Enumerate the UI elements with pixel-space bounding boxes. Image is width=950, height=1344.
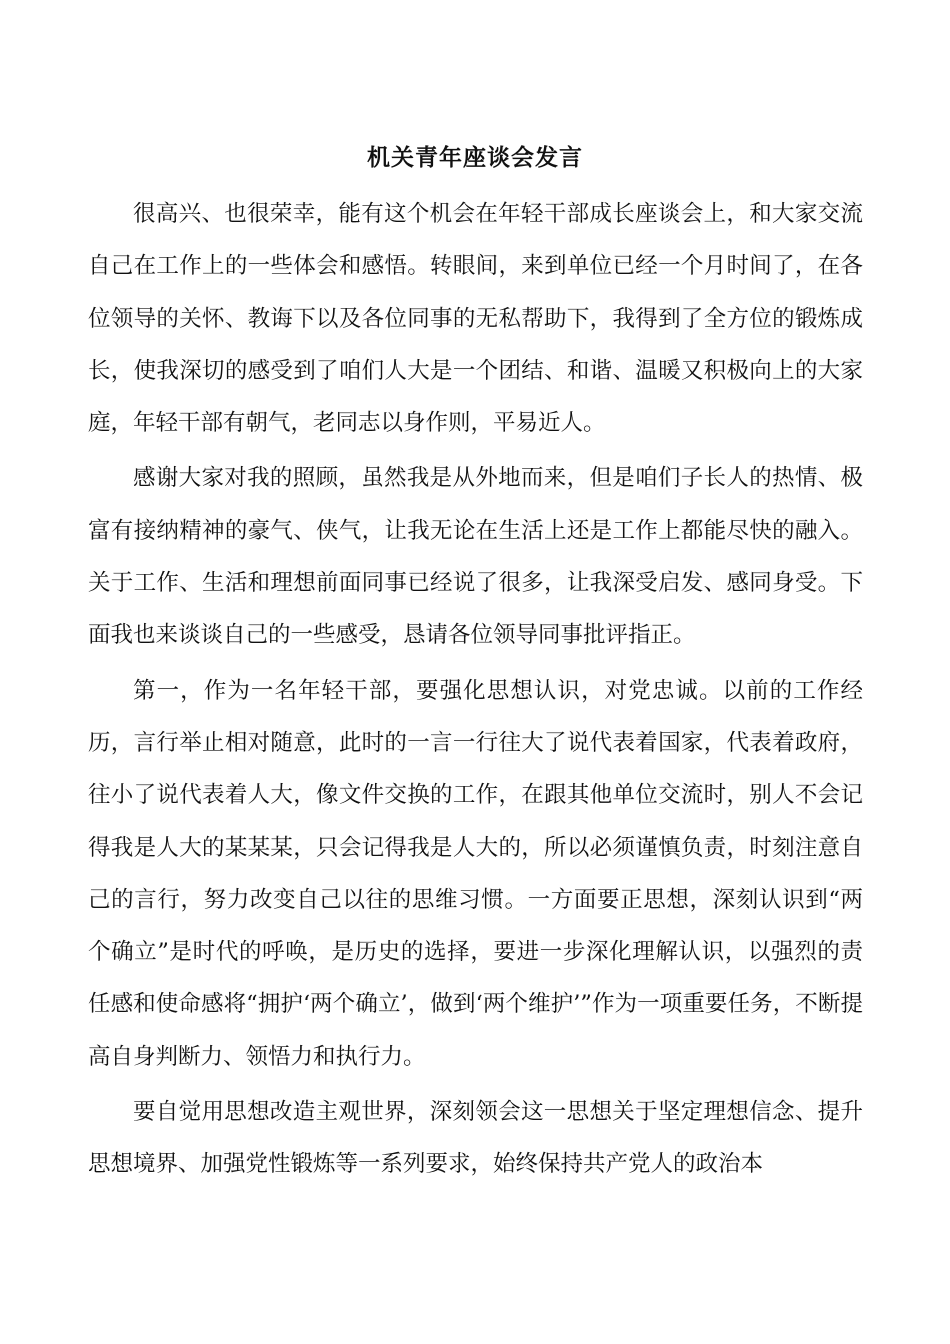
paragraph-1: 很高兴、也很荣幸，能有这个机会在年轻干部成长座谈会上，和大家交流自己在工作上的一些体会和感悟。转眼间，来到单位已经一个月时间了，在各位领导的关怀、教诲下以及各位同事的无私帮助下，我得到了全方位的锻炼成长，使我深切的感受到了咱们人大是一个团结、和谐、温暖又积极向上的大家庭，年轻干部有朝气，老同志以身作则，平易近人。: [88, 201, 863, 437]
paragraph-3: 第一，作为一名年轻干部，要强化思想认识，对党忠诚。以前的工作经历，言行举止相对随意，此时的一言一行往大了说代表着国家，代表着政府，往小了说代表着人大，像文件交换的工作，在跟其他单位交流时，别人不会记得我是人大的某某某，只会记得我是人大的，所以必须谨慎负责，时刻注意自己的言行，努力改变自己以往的思维习惯。一方面要正思想，深刻认识到“两个确立”是时代的呼唤，是历史的选择，要进一步深化理解认识，以强烈的责任感和使命感将“拥护‘两个确立’，做到‘两个维护’”作为一项重要任务，不断提高自身判断力、领悟力和执行力。: [88, 677, 863, 1070]
document-title: 机关青年座谈会发言: [367, 145, 583, 171]
document-body: [88, 188, 863, 1194]
paragraph-2: 感谢大家对我的照顾，虽然我是从外地而来，但是咱们子长人的热情、极富有接纳精神的豪气、侠气，让我无论在生活上还是工作上都能尽快的融入。关于工作、生活和理想前面同事已经说了很多，让我深受启发、感同身受。下面我也来谈谈自己的一些感受，恳请各位领导同事批评指正。: [88, 465, 863, 649]
paragraph-4: 要自觉用思想改造主观世界，深刻领会这一思想关于坚定理想信念、提升思想境界、加强党性锻炼等一系列要求，始终保持共产党人的政治本: [88, 1099, 863, 1178]
